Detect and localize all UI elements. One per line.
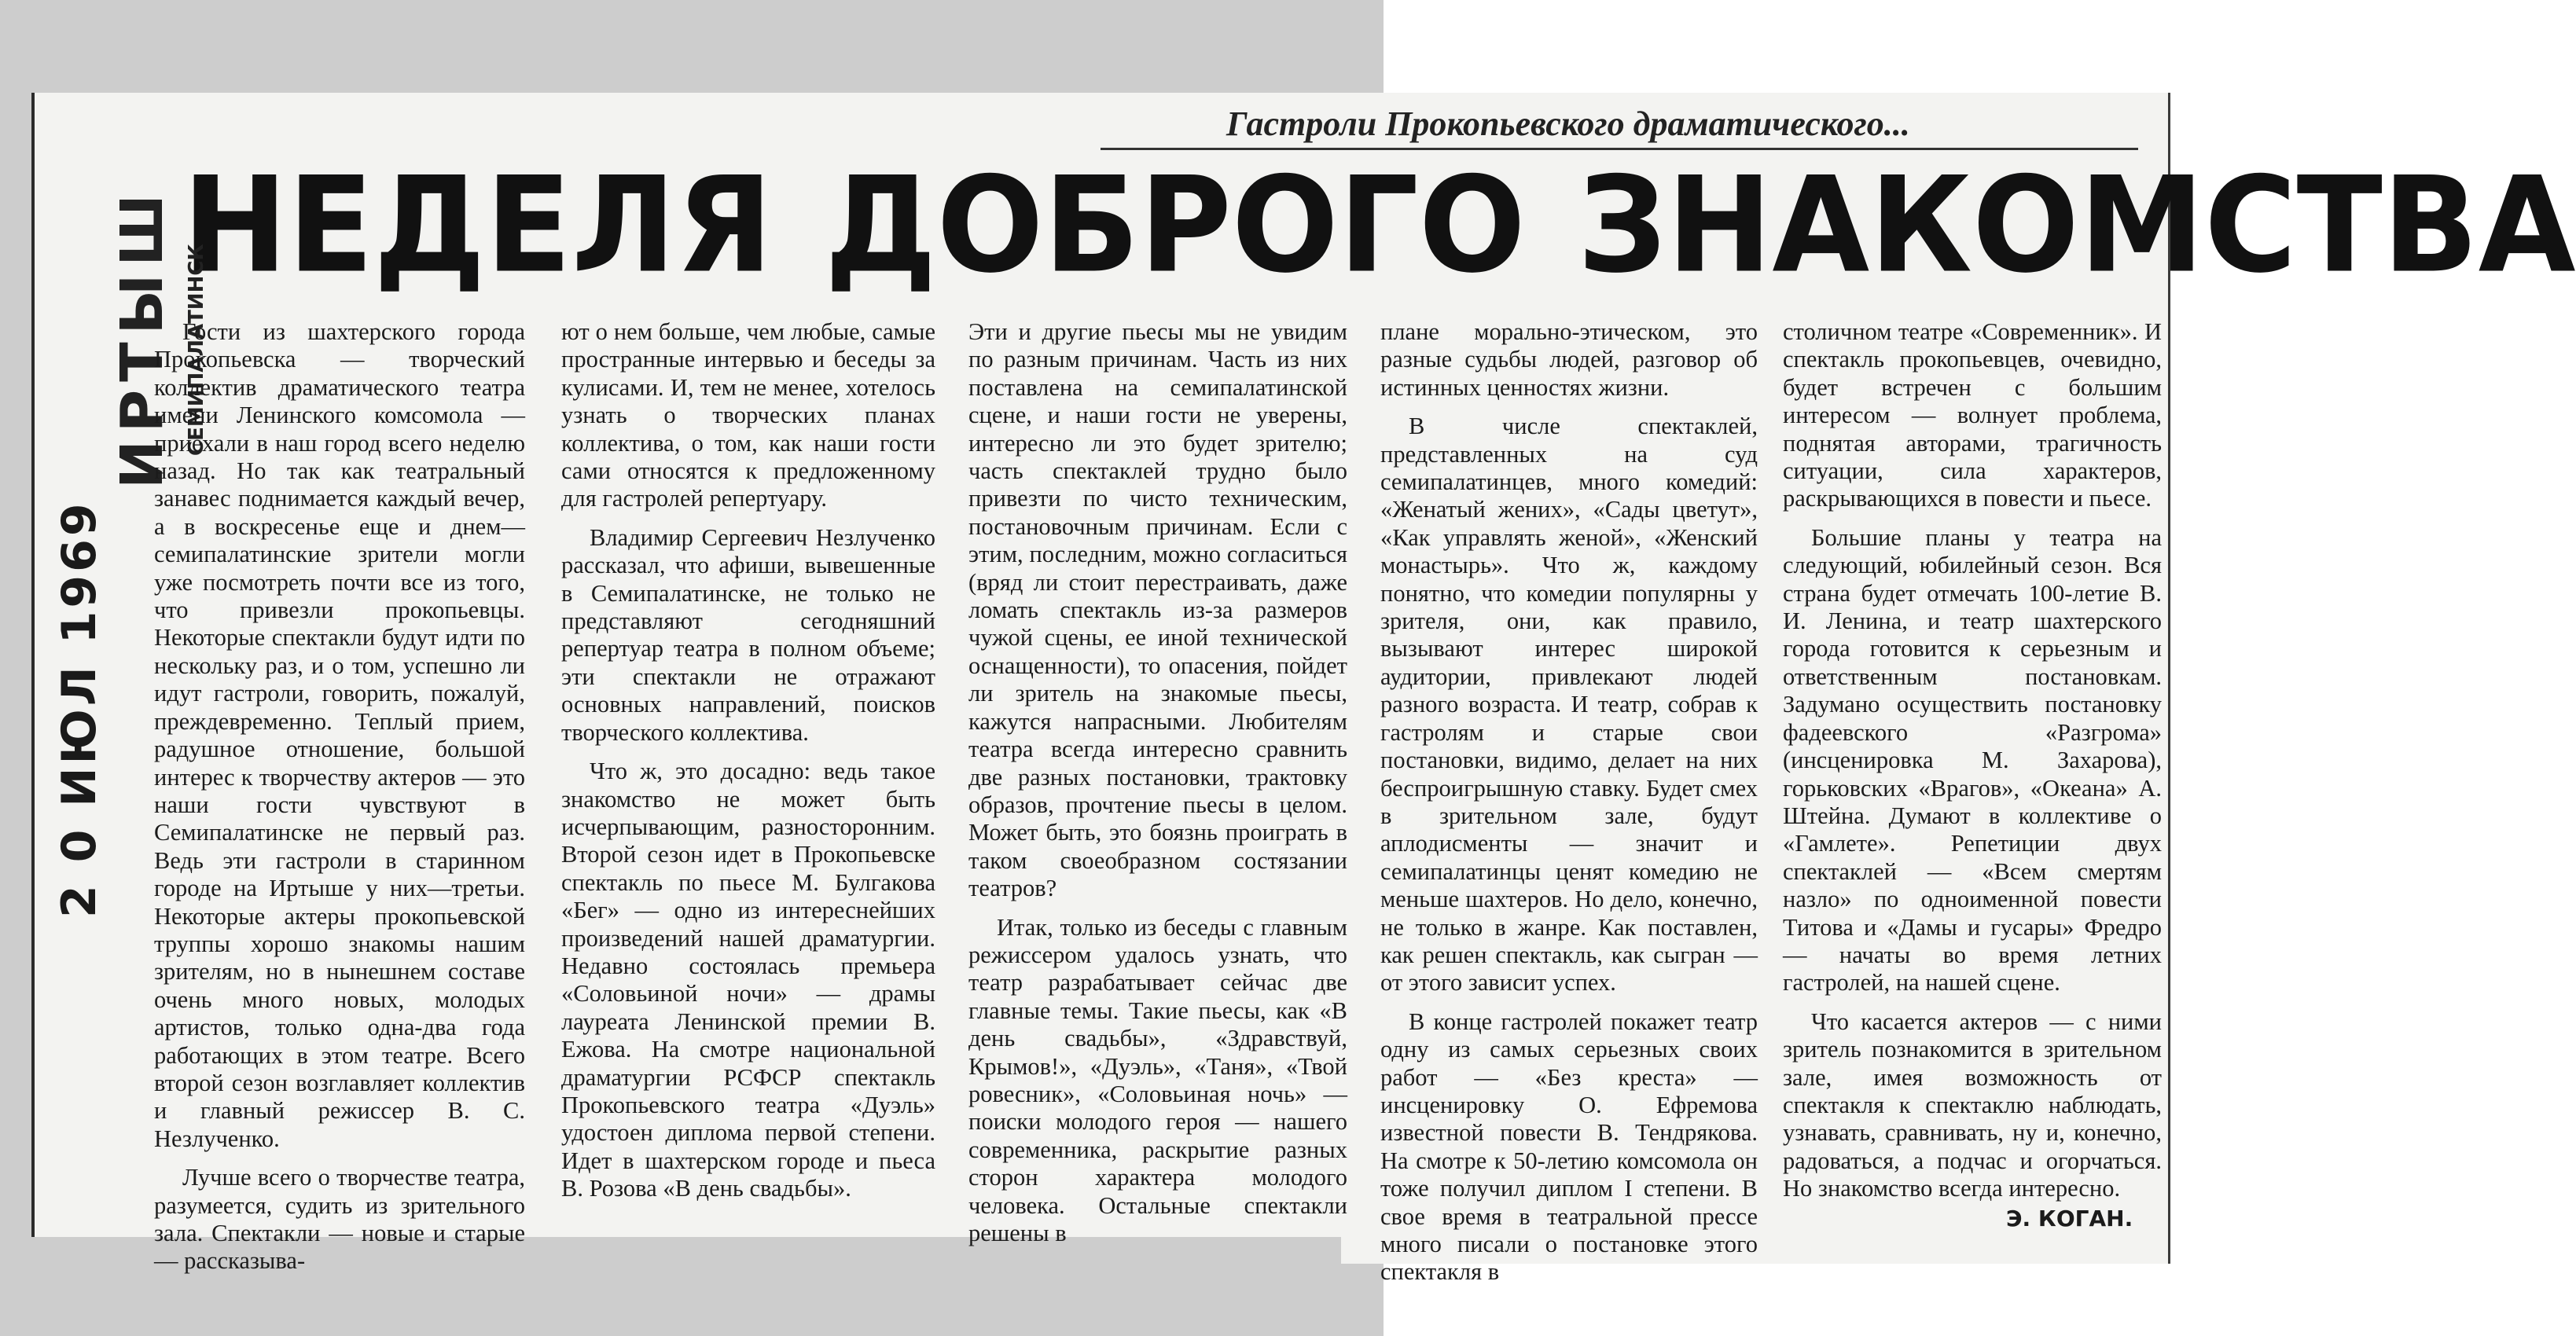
article-column-5 (1783, 318, 2162, 1203)
city-stamp: СЕМИПАЛАТИНСК (185, 244, 208, 456)
article-column-2 (561, 318, 935, 1203)
paragraph: Что ж, это досадно: ведь такое знакомство не может быть исчерпывающим, разносторонним. Второй сезон идет в Прокопьевске спектакль по пьесе М. Булгакова «Бег» — одно из интереснейших произведений нашей драматургии. Недавно состоялась премьера «Соловьиной ночи» — драмы лауреата Ленинской премии В. Ежова. На смотре национальной драматургии РСФСР спектакль Прокопьевского театра «Дуэль» удостоен диплома первой степени. Идет в шахтерском городе и пьеса В. Розова «В день свадьбы». (561, 758, 935, 1202)
paragraph: Лучше всего о творчестве театра, разумеется, судить из зрительного зала. Спектакли — новые и старые — рассказыва- (154, 1164, 525, 1275)
headline-word: ЗНАКОМСТВА (1577, 148, 2576, 303)
paragraph: Эти и другие пьесы мы не увидим по разным причинам. Часть из них поставлена на семипалатинской сцене, и наши гости не уверены, интересно ли это будет зрителю; часть спектаклей трудно было привезти по чисто техническим, постановочным причинам. Если с этим, последним, можно согласиться (вряд ли стоит перестраивать, даже ломать спектакль из-за размеров чужой сцены, ее иной технической оснащенности), то опасения, пойдет ли зритель на знакомые пьесы, кажутся напрасными. Любителям театра всегда интересно сравнить две разных постановки, трактовку образов, прочтение пьесы в целом. Может быть, это боязнь проиграть в таком своеобразном состязании театров? (968, 318, 1347, 902)
paragraph: плане морально-этическом, это разные судьбы людей, разговор об истинных ценностях жизни. (1380, 318, 1758, 401)
newspaper-name-stamp: ИРТЫШ (108, 186, 176, 489)
paragraph: В числе спектаклей, представленных на суд семипалатинцев, много комедий: «Женатый жених», «Сады цветут», «Как управлять женой», «Женский монастырь». Что ж, каждому понятно, что комедии популярны у зрителя, они, как правило, вызывают интерес широкой аудитории, привлекают людей разного возраста. И театр, собрав к гастролям и старые свои постановки, видимо, делает на них беспроигрышную ставку. Будет смех в зрительном зале, будут аплодисменты — значит и семипалатинцы ценят комедию не меньше шахтеров. Но дело, конечно, не только в жанре. Как поставлен, как решен спектакль, как сыгран — от этого зависит успех. (1380, 413, 1758, 996)
article-column-1 (154, 318, 525, 1275)
author-signature: Э. КОГАН. (2006, 1206, 2133, 1231)
paragraph: Владимир Сергеевич Незлученко рассказал, что афиши, вывешенные в Семипалатинске, не только не представляют сегодняшний репертуар театра в полном объеме; эти спектакли не отражают основных направлений, поисков творческого коллектива. (561, 523, 935, 746)
paragraph: Итак, только из беседы с главным режиссером удалось узнать, что театр разрабатывает сейчас две главные темы. Такие пьесы, как «В день свадьбы», «Здравствуй, Крымов!», «Дуэль», «Таня», «Твой ровесник», «Соловьиная ночь» — поиски молодого героя — нашего современника, раскрытие разных сторон характера молодого человека. Остальные спектакли решены в (968, 913, 1347, 1246)
headline-word: ДОБРОГО (825, 148, 1526, 303)
kicker-line: Гастроли Прокопьевского драматического... (1226, 105, 1910, 143)
article-column-4 (1380, 318, 1758, 1286)
paragraph: В конце гастролей покажет театр одну из самых серьезных своих работ — «Без креста» — инсценировку О. Ефремова известной повести В. Тендрякова. На смотре к 50-летию комсомола он тоже получил диплом I степени. В свое время в театральной прессе много писали о постановке этого спектакля в (1380, 1008, 1758, 1286)
paragraph: Большие планы у театра на следующий, юбилейный сезон. Вся страна будет отмечать 100-летие В. И. Ленина, и театр шахтерского города готовится к серьезным и ответственным постановкам. Задумано осуществить постановку фадеевского «Разгрома» (инсценировка М. Захарова), горьковских «Врагов», «Океана» А. Штейна. Думают в коллективе о «Гамлете». Репетиции двух спектаклей — «Всем смертям назло» по одноименной повести Титова и «Дамы и гусары» Фредро — начаты во время летних гастролей, на нашей сцене. (1783, 523, 2162, 996)
headline-word: НЕДЕЛЯ (182, 148, 774, 303)
headline (182, 148, 2576, 302)
paragraph: Гости из шахтерского города Прокопьевска — творческий коллектив драматического театра имени Ленинского комсомола — приехали в наш город всего неделю назад. Но так как театральный занавес поднимается каждый вечер, а в воскресенье еще и днем—семипалатинские зрители могли уже посмотреть почти все из того, что привезли прокопьевцы. Некоторые спектакли будут идти по нескольку раз, и о том, успешно ли идут гастроли, говорить, пожалуй, преждевременно. Теплый прием, радушное отношение, большой интерес к творчеству актеров — это наши гости чувствуют в Семипалатинске не первый раз. Ведь эти гастроли в старинном городе на Иртыше у них—третьи. Некоторые актеры прокопьевской труппы хорошо знакомы нашим зрителям, но в нынешнем составе очень много новых, молодых артистов, только одна-два года работающих в этом театре. Всего второй сезон возглавляет коллектив и главный режиссер В. С. Незлученко. (154, 318, 525, 1152)
article-column-3 (968, 318, 1347, 1247)
paragraph: столичном театре «Современник». И спектакль прокопьевцев, очевидно, будет встречен с большим интересом — волнует проблема, поднятая авторами, трагичность ситуации, сила характеров, раскрывающихся в повести и пьесе. (1783, 318, 2162, 512)
paragraph: Что касается актеров — с ними зритель познакомится в зрительном зале, имея возможность от спектакля к спектаклю наблюдать, узнавать, сравнивать, ну и, конечно, радоваться, а подчас и огорчаться. Но знакомство всегда интересно. (1783, 1008, 2162, 1202)
paragraph: ют о нем больше, чем любые, самые пространные интервью и беседы за кулисами. И, тем не менее, хотелось узнать о творческих планах коллектива, о том, как наши гости сами относятся к предложенному для гастролей репертуару. (561, 318, 935, 512)
date-stamp: 2 0 ИЮЛ 1969 (52, 500, 107, 918)
